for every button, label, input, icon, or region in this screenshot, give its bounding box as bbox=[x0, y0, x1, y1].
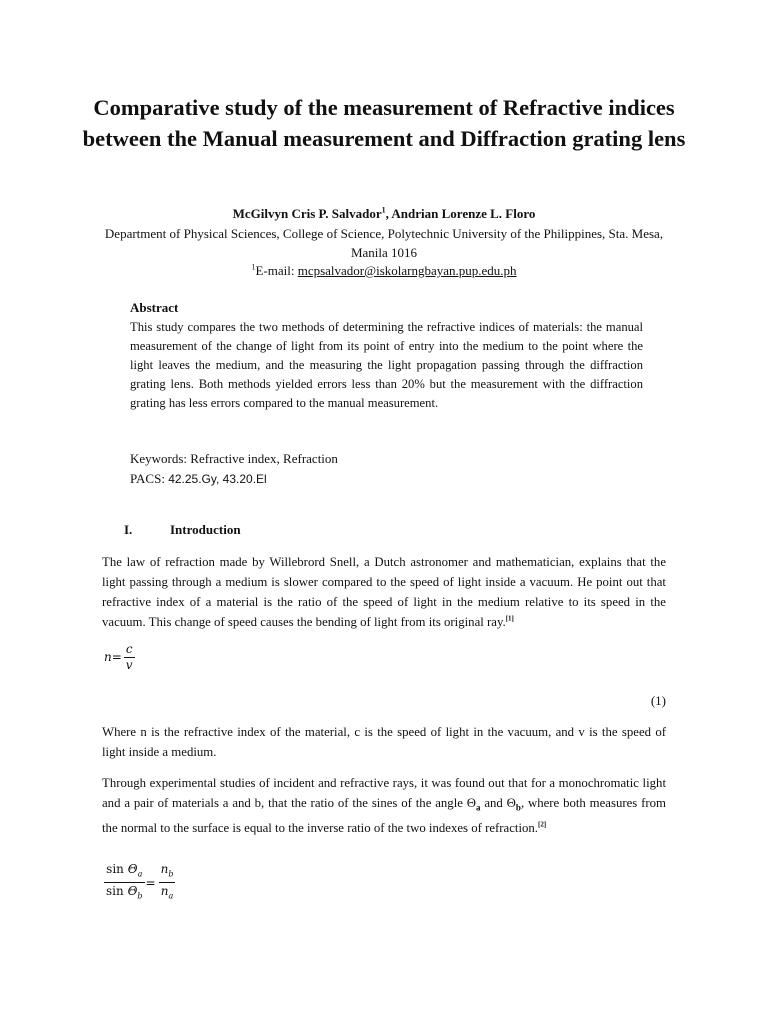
intro-paragraph-2: Where n is the refractive index of the material, c is the speed of light in the vacuum, and v is the speed of light inside a medium. bbox=[102, 725, 666, 759]
paragraph-text-before: Through experimental studies of incident and refractive rays, it was found out that for a monochromatic light and a pair of materials a and b, that the ratio of the sines of the angle bbox=[102, 776, 666, 810]
author-list bbox=[0, 205, 768, 223]
intro-paragraph-3 bbox=[102, 773, 666, 838]
affiliation: Department of Physical Sciences, College of Science, Polytechnic University of the Philippines, Sta. Mesa, Manila 1016 bbox=[104, 226, 664, 260]
paragraph-and: and bbox=[480, 796, 507, 810]
subscript-a: a bbox=[137, 869, 143, 879]
citation-1: [1] bbox=[505, 614, 514, 623]
pacs-label: PACS: bbox=[130, 471, 169, 486]
eq2-left-numerator bbox=[104, 861, 145, 883]
section-heading-introduction bbox=[124, 521, 241, 539]
section-number: I. bbox=[124, 522, 133, 537]
theta-symbol: Θ bbox=[127, 862, 138, 876]
paragraph-text: The law of refraction made by Willebrord Snell, a Dutch astronomer and mathematician, explains that the light passing through a medium is slower compared to the speed of light inside a vacuum. He point out that refractive index of a material is the ratio of the speed of light in the medium relative to its speed in the vacuum. This change of speed causes the bending of light from its original ray. bbox=[102, 555, 666, 629]
keywords: Keywords: Refractive index, Refraction bbox=[130, 451, 338, 466]
eq1-denominator: v bbox=[125, 658, 133, 672]
theta-b-symbol: Θ bbox=[506, 796, 516, 810]
equation-1 bbox=[104, 642, 135, 673]
theta-a-symbol: Θ bbox=[466, 796, 477, 810]
equation-1-number: (1) bbox=[650, 693, 666, 708]
subscript-b: b bbox=[168, 869, 174, 879]
eq1-numerator: c bbox=[124, 642, 135, 658]
citation-2: [2] bbox=[538, 820, 547, 829]
author-2: Andrian Lorenze L. Floro bbox=[391, 206, 536, 221]
equation-2 bbox=[102, 861, 175, 905]
paper-title: Comparative study of the measurement of Refractive indices between the Manual measurement and Diffraction grating lens bbox=[82, 95, 686, 151]
theta-symbol: Θ bbox=[127, 884, 138, 899]
pacs-value: 42.25.Gy, 43.20.El bbox=[168, 472, 267, 486]
abstract-heading: Abstract bbox=[130, 300, 179, 315]
intro-paragraph-1 bbox=[102, 552, 666, 632]
email-affiliation-mark: 1 bbox=[251, 262, 256, 272]
email-label: E-mail: bbox=[255, 263, 298, 278]
eq2-right-fraction bbox=[159, 861, 176, 905]
pacs-codes bbox=[130, 469, 267, 489]
theta-a-subscript: a bbox=[476, 802, 481, 813]
eq2-left-fraction bbox=[104, 861, 145, 905]
contact-email-line bbox=[0, 262, 768, 280]
n-symbol: n bbox=[160, 862, 169, 876]
abstract-body: This study compares the two methods of determining the refractive indices of materials: the manual measurement of the change of light from its point of entry into the medium to the point where the light leaves the medium, and the measuring the light propagation passing through the diffraction grating lens. Both methods yielded errors less than 20% but the measurement with the diffraction grating has less errors compared to the manual measurement. bbox=[130, 320, 643, 410]
section-title: Introduction bbox=[170, 522, 241, 537]
eq2-equals: = bbox=[145, 875, 156, 890]
sin-label: sin bbox=[106, 862, 124, 876]
eq1-lhs: n bbox=[104, 650, 112, 664]
paragraph-text-after: , where both measures from the normal to the surface is equal to the inverse ratio of the two indexes of refraction. bbox=[102, 796, 666, 835]
author-separator: , bbox=[385, 206, 392, 221]
author-1: McGilvyn Cris P. Salvador bbox=[232, 206, 382, 221]
theta-b-subscript: b bbox=[515, 802, 521, 813]
subscript-b: b bbox=[137, 891, 143, 901]
eq2-left-denominator bbox=[104, 883, 145, 904]
eq2-right-denominator bbox=[159, 883, 176, 904]
author-1-affiliation-mark: 1 bbox=[381, 205, 386, 215]
email-link[interactable]: mcpsalvador@iskolarngbayan.pup.edu.ph bbox=[297, 263, 517, 278]
eq1-fraction bbox=[124, 642, 135, 673]
sin-label: sin bbox=[106, 884, 124, 899]
eq2-right-numerator bbox=[159, 861, 176, 883]
subscript-a: a bbox=[168, 891, 174, 901]
eq1-equals: = bbox=[111, 650, 122, 664]
n-symbol: n bbox=[160, 884, 169, 899]
